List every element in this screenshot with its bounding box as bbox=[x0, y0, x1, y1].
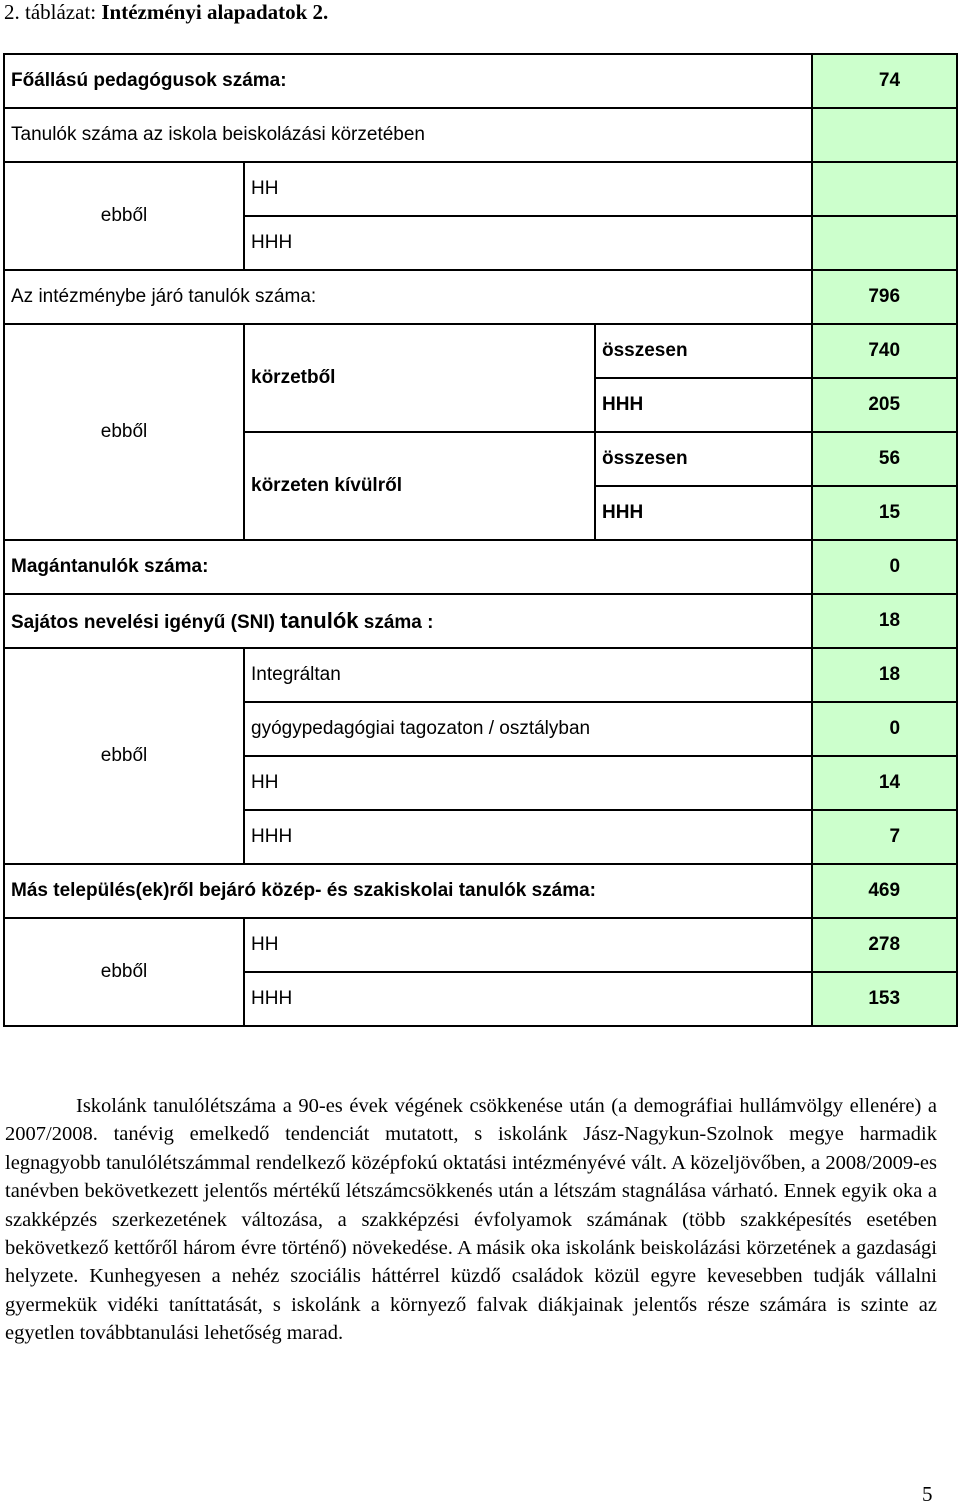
row-value: 0 bbox=[812, 702, 957, 756]
row-value: 0 bbox=[812, 540, 957, 594]
body-paragraph: Iskolánk tanulólétszáma a 90-es évek végének csökkenése után (a demográfiai hullámvölgy ellenére) a 2007/2008. tanévig emelkedő tendenciát mutatott, s iskolánk Jász-Nagykun-Szolnok megye harmadik legnagyobb tanulólétszámmal rendelkező középfokú oktatási intézményévé vált. A közeljövőben, a 2008/2009-es tanévben bekövetkezett jelentős mértékű létszámcsökkenés után a létszám stagnálása várható. Ennek egyik oka a szakképzés szerkezetének változása, a szakképzési évfolyamok számának (több szakképesítés esetében bekövetkező kettőről három évre történő) növekedése. A másik oka iskolánk beiskolázási körzetének a gazdasági helyzete. Kunhegyesen a nehéz szociális háttérrel küzdő családok közül egyre kevesebben tudják vállalni gyermekük vidéki taníttatását, s iskolánk a környező falvak diákjainak jelentős része számára is szinte az egyetlen továbbtanulási lehetőség marad. bbox=[5, 1095, 937, 1345]
table-row bbox=[4, 648, 957, 702]
row-label: HHH bbox=[595, 486, 812, 540]
row-value: 74 bbox=[812, 54, 957, 108]
row-value bbox=[812, 162, 957, 216]
sni-label-emphasis: tanulók bbox=[280, 608, 359, 633]
row-value: 205 bbox=[812, 378, 957, 432]
row-label: HHH bbox=[244, 972, 812, 1026]
row-label: HHH bbox=[244, 810, 812, 864]
table-row bbox=[4, 540, 957, 594]
row-value: 469 bbox=[812, 864, 957, 918]
row-label: Főállású pedagógusok száma: bbox=[4, 54, 812, 108]
row-value bbox=[812, 108, 957, 162]
caption-prefix: 2. táblázat: bbox=[4, 0, 102, 24]
caption-title: Intézményi alapadatok 2. bbox=[101, 0, 329, 24]
row-label: Az intézménybe járó tanulók száma: bbox=[4, 270, 812, 324]
row-label: HH bbox=[244, 162, 812, 216]
row-label: HHH bbox=[244, 216, 812, 270]
table-row bbox=[4, 324, 957, 378]
row-value: 740 bbox=[812, 324, 957, 378]
group-label: ebből bbox=[4, 918, 244, 1026]
row-value: 153 bbox=[812, 972, 957, 1026]
row-value: 18 bbox=[812, 594, 957, 648]
row-value: 278 bbox=[812, 918, 957, 972]
row-label: Tanulók száma az iskola beiskolázási körzetében bbox=[4, 108, 812, 162]
table-row bbox=[4, 54, 957, 108]
page-number: 5 bbox=[922, 1482, 933, 1506]
table-row bbox=[4, 864, 957, 918]
row-label: Más település(ek)ről bejáró közép- és szakiskolai tanulók száma: bbox=[4, 864, 812, 918]
subgroup-label: körzetből bbox=[244, 324, 595, 432]
group-label: ebből bbox=[4, 324, 244, 540]
subgroup-label: körzeten kívülről bbox=[244, 432, 595, 540]
row-label: HH bbox=[244, 756, 812, 810]
row-label: Magántanulók száma: bbox=[4, 540, 812, 594]
sni-label-start: Sajátos nevelési igényű (SNI) bbox=[11, 612, 281, 633]
group-label: ebből bbox=[4, 162, 244, 270]
group-label: ebből bbox=[4, 648, 244, 864]
table-row bbox=[4, 594, 957, 648]
row-label bbox=[4, 594, 812, 648]
table-row bbox=[4, 270, 957, 324]
table-caption bbox=[4, 0, 328, 24]
row-value: 18 bbox=[812, 648, 957, 702]
row-label: gyógypedagógiai tagozaton / osztályban bbox=[244, 702, 812, 756]
row-value: 15 bbox=[812, 486, 957, 540]
row-label: HHH bbox=[595, 378, 812, 432]
data-table bbox=[3, 53, 958, 1027]
row-label: összesen bbox=[595, 432, 812, 486]
row-value: 14 bbox=[812, 756, 957, 810]
table-row bbox=[4, 918, 957, 972]
row-value bbox=[812, 216, 957, 270]
table-row bbox=[4, 108, 957, 162]
row-label: Integráltan bbox=[244, 648, 812, 702]
row-value: 7 bbox=[812, 810, 957, 864]
row-label: HH bbox=[244, 918, 812, 972]
sni-label-end: száma : bbox=[358, 612, 434, 633]
table-row bbox=[4, 162, 957, 216]
row-value: 796 bbox=[812, 270, 957, 324]
row-value: 56 bbox=[812, 432, 957, 486]
row-label: összesen bbox=[595, 324, 812, 378]
